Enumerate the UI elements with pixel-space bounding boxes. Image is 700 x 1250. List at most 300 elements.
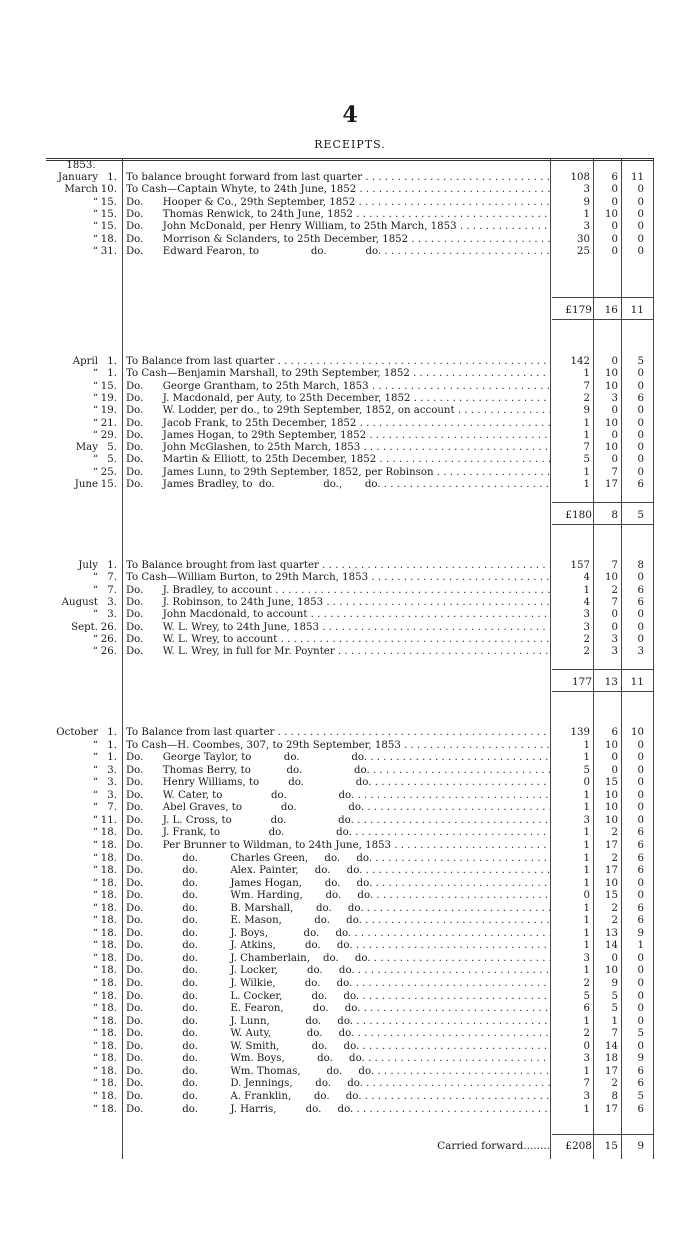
entry-month: “ [92, 877, 98, 889]
entry-description: Do. do. J. Boys, do. do. . . . [126, 928, 550, 940]
date-column-rule [122, 159, 123, 1159]
entry-description: Do. do. J. Harris, do. do. . . . [126, 1104, 550, 1116]
amount-pence: 0 [637, 442, 644, 454]
amount-pence: 0 [637, 221, 644, 233]
entry-description: Do. Thomas Renwick, to 24th June, 1852 . . . [126, 209, 550, 221]
amount-pence: 0 [637, 814, 644, 826]
amount-pence: 0 [637, 208, 644, 220]
amount-pence: 5 [637, 1028, 644, 1040]
amount-pounds: 3 [583, 609, 590, 621]
ledger-row [0, 790, 700, 802]
amount-shillings: 17 [605, 865, 618, 877]
ledger-row [0, 853, 700, 865]
entry-month: “ [92, 466, 98, 478]
amount-pounds: 1 [583, 208, 590, 220]
entry-day: 18. [100, 1090, 117, 1102]
total-rule-bottom [552, 691, 654, 692]
entry-day: 3. [107, 764, 117, 776]
entry-description: Do. John Macdonald, to account . . . [126, 609, 550, 621]
amount-pounds: 1 [583, 915, 590, 927]
entry-description: Do. do. L. Cocker, do. do. . . . [126, 991, 550, 1003]
amount-pounds: 5 [583, 764, 590, 776]
entry-month: “ [92, 417, 98, 429]
amount-shillings: 6 [611, 727, 618, 738]
amount-shillings: 2 [611, 1078, 618, 1090]
amount-pence: 9 [637, 1053, 644, 1065]
entry-description: Do. do. J. Chamberlain, do. do. . . . [126, 953, 550, 965]
amount-pounds: 1 [583, 584, 590, 596]
entry-description: Do. do. W. Smith, do. do. . . . [126, 1041, 550, 1053]
entry-description: To balance brought forward from last quarter . . . [126, 172, 550, 184]
ledger-row [0, 209, 700, 221]
entry-day: 15. [100, 479, 117, 490]
entry-day: 19. [100, 392, 117, 404]
entry-description: Do. James Lunn, to 29th September, 1852, per Robinson . . . [126, 467, 550, 479]
entry-day: 1. [107, 739, 117, 751]
entry-description: Do. W. Lodder, per do., to 29th September, 1852, on account . . . [126, 405, 550, 417]
entry-day: 5. [107, 442, 117, 454]
entry-day: 18. [100, 852, 117, 864]
entry-month: “ [92, 839, 98, 851]
entry-day: 7. [107, 572, 117, 584]
entry-month: “ [92, 1090, 98, 1102]
section-total-pounds: £180 [565, 509, 592, 521]
entry-month: “ [92, 978, 98, 989]
entry-month: Sept. [71, 621, 98, 633]
section-total-pence: 11 [630, 676, 644, 688]
entry-day: 18. [100, 990, 117, 1002]
year-row [0, 160, 700, 172]
amount-shillings: 8 [611, 1090, 618, 1102]
entry-day: 1. [107, 368, 117, 380]
entry-day: 18. [100, 839, 117, 851]
entry-description: Do. do. J. Lunn, do. do. . . . [126, 1016, 550, 1028]
entry-month: March [64, 184, 98, 196]
ledger-row [0, 1041, 700, 1053]
entry-day: 3. [107, 789, 117, 801]
amount-pence: 6 [637, 915, 644, 927]
amount-shillings: 10 [605, 208, 618, 220]
entry-description: Do. John McGlashen, to 25th March, 1853 . . . [126, 442, 550, 454]
entry-description: Do. do. Wm. Harding, do. do. . . . [126, 890, 550, 902]
amount-shillings: 0 [611, 764, 618, 776]
amount-pence: 0 [637, 572, 644, 584]
amount-shillings: 3 [611, 633, 618, 645]
total-rule-top [552, 669, 654, 670]
amount-pounds: 3 [583, 1053, 590, 1065]
entry-day: 1. [107, 727, 117, 738]
amount-pounds: 3 [583, 814, 590, 826]
amount-pence: 0 [637, 764, 644, 776]
amount-pence: 6 [637, 902, 644, 914]
ledger-row [0, 646, 700, 658]
entry-month: June [74, 479, 98, 490]
entry-description: Do. Martin & Elliott, to 25th December, 1852 . . . [126, 454, 550, 466]
entry-month: January [58, 172, 98, 183]
section-total-pence: 11 [630, 304, 644, 316]
ledger-row [0, 865, 700, 877]
entry-month: “ [92, 454, 98, 466]
entry-day: 18. [100, 940, 117, 952]
ledger-row [0, 467, 700, 479]
amount-pounds: 3 [583, 952, 590, 964]
entry-day: 18. [100, 865, 117, 877]
amount-shillings: 10 [605, 814, 618, 826]
entry-day: 15. [100, 221, 117, 233]
ledger-row [0, 560, 700, 572]
amount-pounds: 9 [583, 405, 590, 417]
entry-description: Do. Henry Williams, to do. do. . . . [126, 777, 550, 789]
ledger-row [0, 1053, 700, 1065]
ledger-row [0, 622, 700, 634]
entry-description: Do. do. J. Atkins, do. do. . . . [126, 940, 550, 952]
amount-shillings: 10 [605, 877, 618, 889]
section-total-pence: 5 [637, 509, 644, 521]
entry-day: 10. [100, 184, 117, 196]
ledger-row [0, 572, 700, 584]
carried-rule [552, 1134, 654, 1135]
entry-description: Do. Abel Graves, to do. do. . . . [126, 802, 550, 814]
amount-pence: 0 [637, 417, 644, 429]
entry-month: “ [92, 777, 98, 789]
pence-column-rule [621, 159, 622, 1159]
ledger-row [0, 1028, 700, 1040]
carried-forward-label: Carried forward........ [437, 1140, 550, 1152]
amount-shillings: 17 [605, 479, 618, 490]
entry-month: “ [92, 927, 98, 939]
amount-pence: 0 [637, 877, 644, 889]
amount-pounds: 2 [583, 392, 590, 404]
ledger-row [0, 940, 700, 952]
amount-pence: 0 [637, 196, 644, 208]
amount-shillings: 0 [611, 184, 618, 196]
entry-month: “ [92, 646, 98, 658]
entry-day: 7. [107, 584, 117, 596]
section-total-shillings: 13 [604, 676, 618, 688]
entry-month: “ [92, 802, 98, 814]
entry-description: To Cash—Benjamin Marshall, to 29th September, 1852 . . . [126, 368, 550, 380]
right-edge-rule [653, 159, 654, 1159]
amount-pounds: 6 [583, 1003, 590, 1015]
amount-pounds: 1 [583, 429, 590, 441]
entry-description: To Cash—H. Coombes, 307, to 29th September, 1853 . . . [126, 740, 550, 752]
entry-description: Do. Thomas Berry, to do. do. . . . [126, 765, 550, 777]
amount-pounds: 2 [583, 978, 590, 989]
amount-pence: 0 [637, 429, 644, 441]
amount-pence: 0 [637, 405, 644, 417]
amount-pounds: 1 [583, 927, 590, 939]
entry-description: Do. James Bradley, to do. do., do. . . . [126, 479, 550, 491]
entry-month: “ [92, 233, 98, 245]
ledger-row [0, 454, 700, 466]
amount-shillings: 9 [611, 978, 618, 989]
entry-day: 18. [100, 1065, 117, 1077]
amount-pounds: 142 [570, 356, 590, 367]
amount-shillings: 10 [605, 442, 618, 454]
amount-shillings: 0 [611, 429, 618, 441]
entry-month: “ [92, 827, 98, 839]
ledger-row [0, 172, 700, 184]
ledger-row [0, 1003, 700, 1015]
amount-pounds: 1 [583, 902, 590, 914]
entry-month: “ [92, 380, 98, 392]
amount-pence: 6 [637, 827, 644, 839]
entry-month: “ [92, 865, 98, 877]
amount-shillings: 0 [611, 609, 618, 621]
amount-pence: 1 [637, 940, 644, 952]
carried-forward-pounds: £208 [565, 1140, 592, 1152]
entry-description: Do. do. A. Franklin, do. do. . . . [126, 1091, 550, 1103]
ledger-row [0, 634, 700, 646]
amount-pence: 6 [637, 596, 644, 608]
ledger-row [0, 928, 700, 940]
entry-description: Do. J. Bradley, to account . . . [126, 585, 550, 597]
section-total-pounds: 177 [571, 676, 592, 688]
amount-pounds: 0 [583, 777, 590, 789]
entry-month: “ [92, 764, 98, 776]
amount-shillings: 0 [611, 221, 618, 233]
amount-pence: 0 [637, 978, 644, 989]
entry-month: “ [92, 1028, 98, 1040]
page-number: 4 [342, 102, 358, 128]
entry-description: Do. John McDonald, per Henry William, to 25th March, 1853 . . . [126, 221, 550, 233]
entry-month: “ [92, 1065, 98, 1077]
entry-description: Do. do. E. Fearon, do. do. . . . [126, 1003, 550, 1015]
amount-pence: 10 [631, 727, 644, 738]
ledger-row [0, 890, 700, 902]
entry-day: 18. [100, 1015, 117, 1027]
pounds-column-rule [550, 159, 551, 1159]
entry-day: 1. [107, 172, 117, 183]
amount-shillings: 0 [611, 454, 618, 466]
entry-description: Do. J. L. Cross, to do. do. . . . [126, 815, 550, 827]
entry-month: “ [92, 1040, 98, 1052]
amount-shillings: 2 [611, 852, 618, 864]
entry-description: Do. W. L. Wrey, in full for Mr. Poynter . . . [126, 646, 550, 658]
ledger-row [0, 234, 700, 246]
amount-pounds: 30 [577, 233, 590, 245]
ledger-row [0, 1016, 700, 1028]
entry-month: “ [92, 196, 98, 208]
amount-pounds: 3 [583, 621, 590, 633]
entry-day: 18. [100, 915, 117, 927]
entry-description: Do. J. Frank, to do. do. . . . [126, 827, 550, 839]
entry-month: “ [92, 902, 98, 914]
ledger-row [0, 752, 700, 764]
amount-pounds: 1 [583, 852, 590, 864]
entry-day: 18. [100, 890, 117, 902]
amount-shillings: 18 [605, 1053, 618, 1065]
entry-month: “ [92, 368, 98, 380]
amount-pence: 6 [637, 1103, 644, 1115]
entry-description: Do. do. Alex. Painter, do. do. . . . [126, 865, 550, 877]
amount-shillings: 17 [605, 839, 618, 851]
ledger-row [0, 815, 700, 827]
amount-shillings: 10 [605, 380, 618, 392]
amount-pounds: 1 [583, 865, 590, 877]
ledger-row [0, 381, 700, 393]
amount-pence: 0 [637, 184, 644, 196]
entry-day: 18. [100, 233, 117, 245]
entry-day: 15. [100, 196, 117, 208]
entry-month: August [61, 596, 98, 608]
amount-shillings: 14 [605, 940, 618, 952]
amount-pence: 6 [637, 1065, 644, 1077]
ledger-row [0, 1091, 700, 1103]
amount-shillings: 5 [611, 990, 618, 1002]
entry-description: To Balance from last quarter . . . [126, 356, 550, 368]
page-title: RECEIPTS. [314, 138, 386, 151]
amount-pence: 9 [637, 927, 644, 939]
amount-shillings: 10 [605, 739, 618, 751]
amount-shillings: 7 [611, 1028, 618, 1040]
ledger-row [0, 991, 700, 1003]
ledger-row [0, 840, 700, 852]
amount-pounds: 2 [583, 633, 590, 645]
entry-description: Do. do. J. Wilkie, do. do. . . . [126, 978, 550, 990]
entry-month: “ [92, 245, 98, 257]
amount-pence: 0 [637, 965, 644, 977]
amount-shillings: 10 [605, 965, 618, 977]
entry-day: 3. [107, 596, 117, 608]
amount-shillings: 15 [605, 777, 618, 789]
entry-day: 1. [107, 752, 117, 764]
entry-month: “ [92, 952, 98, 964]
entry-day: 18. [100, 952, 117, 964]
entry-day: 29. [100, 429, 117, 441]
amount-pounds: 3 [583, 221, 590, 233]
amount-pence: 6 [637, 479, 644, 490]
entry-month: “ [92, 405, 98, 417]
amount-pence: 0 [637, 380, 644, 392]
section-total-shillings: 8 [611, 509, 618, 521]
entry-month: “ [92, 633, 98, 645]
amount-pounds: 1 [583, 739, 590, 751]
ledger-row [0, 1066, 700, 1078]
ledger-row [0, 727, 700, 739]
amount-pounds: 1 [583, 802, 590, 814]
carried-forward-shillings: 15 [604, 1140, 618, 1152]
ledger-row [0, 978, 700, 990]
amount-shillings: 2 [611, 902, 618, 914]
entry-month: “ [92, 1078, 98, 1090]
entry-day: 26. [100, 633, 117, 645]
amount-shillings: 14 [605, 1040, 618, 1052]
amount-shillings: 1 [611, 1015, 618, 1027]
amount-pence: 11 [631, 172, 644, 183]
amount-pence: 6 [637, 852, 644, 864]
amount-pence: 8 [637, 560, 644, 571]
amount-pence: 0 [637, 739, 644, 751]
entry-day: 18. [100, 827, 117, 839]
ledger-row [0, 368, 700, 380]
amount-shillings: 7 [611, 466, 618, 478]
ledger-row [0, 953, 700, 965]
entry-description: Do. George Taylor, to do. do. . . . [126, 752, 550, 764]
entry-description: Do. James Hogan, to 29th September, 1852 . . . [126, 430, 550, 442]
entry-description: To Cash—Captain Whyte, to 24th June, 1852 . . . [126, 184, 550, 196]
amount-shillings: 0 [611, 405, 618, 417]
amount-pounds: 1 [583, 1103, 590, 1115]
amount-pence: 0 [637, 609, 644, 621]
entry-day: 15. [100, 380, 117, 392]
entry-day: 26. [100, 621, 117, 633]
entry-day: 11. [100, 814, 117, 826]
entry-month: “ [92, 1003, 98, 1015]
entry-month: “ [92, 965, 98, 977]
entry-month: “ [92, 890, 98, 902]
entry-description: Do. do. James Hogan, do. do. . . . [126, 878, 550, 890]
amount-pence: 0 [637, 1015, 644, 1027]
amount-pence: 0 [637, 621, 644, 633]
entry-day: 18. [100, 877, 117, 889]
amount-pounds: 3 [583, 184, 590, 196]
amount-pounds: 4 [583, 572, 590, 584]
amount-shillings: 2 [611, 584, 618, 596]
ledger-row [0, 393, 700, 405]
ledger-row [0, 740, 700, 752]
amount-shillings: 0 [611, 952, 618, 964]
ledger-row [0, 418, 700, 430]
entry-month: “ [92, 915, 98, 927]
entry-month: “ [92, 572, 98, 584]
amount-pence: 6 [637, 584, 644, 596]
section-total-pounds: £179 [565, 304, 592, 316]
total-rule-top [552, 502, 654, 503]
amount-shillings: 7 [611, 596, 618, 608]
entry-day: 18. [100, 978, 117, 989]
ledger-row [0, 827, 700, 839]
entry-description: Do. Hooper & Co., 29th September, 1852 . . . [126, 197, 550, 209]
amount-shillings: 10 [605, 789, 618, 801]
entry-day: 1. [107, 356, 117, 367]
year-label: 1853. [66, 160, 96, 171]
amount-pence: 5 [637, 1090, 644, 1102]
amount-shillings: 5 [611, 1003, 618, 1015]
amount-pounds: 1 [583, 752, 590, 764]
amount-pounds: 1 [583, 417, 590, 429]
amount-pounds: 2 [583, 646, 590, 658]
amount-shillings: 13 [605, 927, 618, 939]
entry-day: 7. [107, 802, 117, 814]
amount-shillings: 3 [611, 646, 618, 658]
amount-pence: 6 [637, 392, 644, 404]
amount-pence: 0 [637, 454, 644, 466]
amount-pounds: 25 [577, 245, 590, 257]
entry-day: 18. [100, 927, 117, 939]
amount-shillings: 10 [605, 417, 618, 429]
entry-month: “ [92, 392, 98, 404]
entry-day: 5. [107, 454, 117, 466]
amount-shillings: 0 [611, 752, 618, 764]
ledger-row [0, 1078, 700, 1090]
amount-pence: 0 [637, 368, 644, 380]
entry-description: Do. do. E. Mason, do. do. . . . [126, 915, 550, 927]
ledger-row [0, 405, 700, 417]
ledger-row [0, 765, 700, 777]
amount-pounds: 108 [570, 172, 590, 183]
entry-month: “ [92, 429, 98, 441]
amount-pounds: 1 [583, 1015, 590, 1027]
amount-pence: 0 [637, 752, 644, 764]
total-rule-top [552, 297, 654, 298]
entry-description: Do. do. W. Auty, do. do. . . . [126, 1028, 550, 1040]
ledger-row [0, 430, 700, 442]
ledger-row [0, 903, 700, 915]
entry-day: 18. [100, 902, 117, 914]
amount-pence: 0 [637, 1003, 644, 1015]
amount-pounds: 9 [583, 196, 590, 208]
